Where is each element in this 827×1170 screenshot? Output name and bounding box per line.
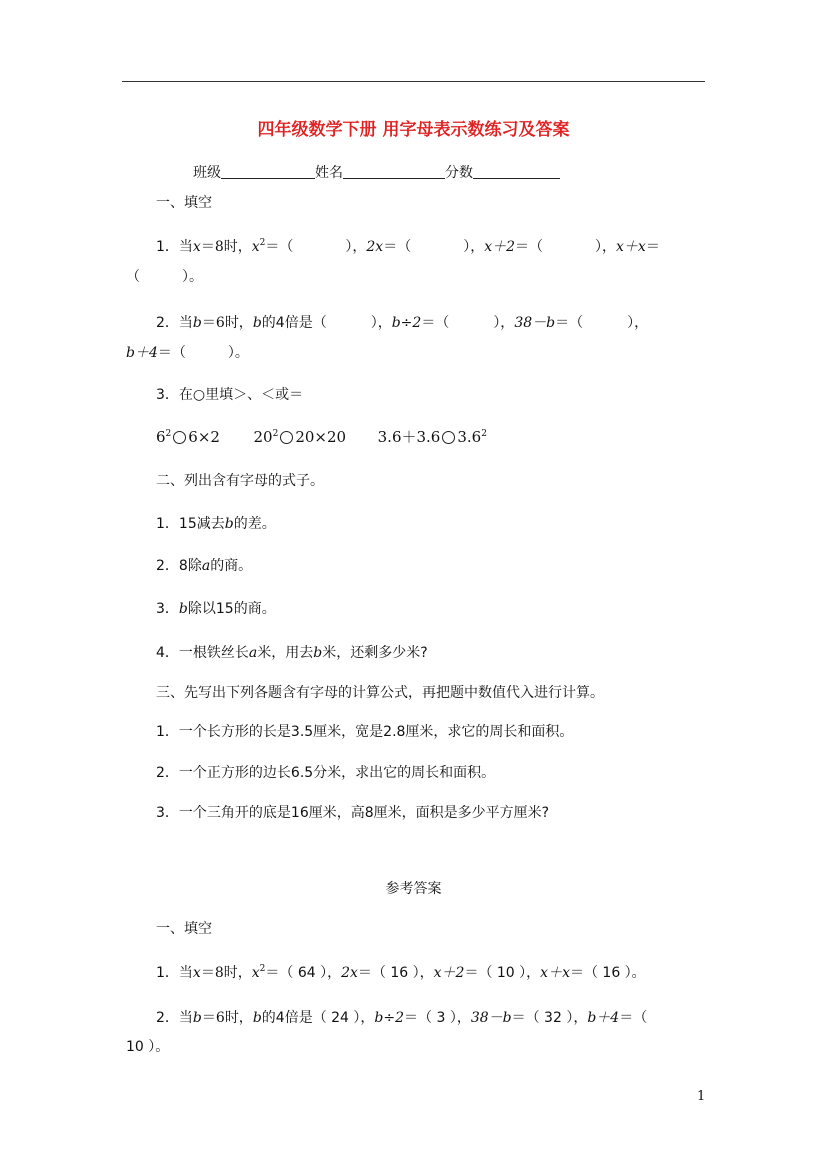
name-blank[interactable]: [343, 164, 445, 179]
header-rule: [122, 81, 705, 82]
answer1-line: 1．当x＝8时，$x^2=$（ 64 ），2x＝（ 16 ），x＋2＝（ 10 ），x＋x＝（ 16 ）。: [156, 964, 646, 981]
page-title: 四年级数学下册 用字母表示数练习及答案: [257, 120, 570, 140]
section3-heading: 三、先写出下列各题含有字母的计算公式，再把题中数值代入进行计算。: [156, 685, 604, 701]
q3-instruction: 3．在○里填＞、＜或＝: [156, 387, 304, 403]
s3-q2: 2．一个正方形的边长6.5分米，求出它的周长和面积。: [156, 765, 496, 781]
section1-heading: 一、填空: [156, 195, 212, 211]
page-number: 1: [697, 1089, 706, 1104]
student-info-fields: [193, 162, 560, 182]
score-blank[interactable]: [473, 164, 560, 179]
q1-line2: （ ）。: [126, 269, 203, 285]
s2-q1: 1．15减去b的差。: [156, 516, 276, 532]
answer2-line: 2．当b＝6时，b的4倍是（ 24 ），b÷2＝（ 3 ），38－b＝（ 32 ），b＋4＝（: [156, 1010, 648, 1026]
score-label: 分数: [445, 165, 473, 181]
answers-heading: 参考答案: [385, 881, 442, 897]
compare-circle[interactable]: [442, 431, 455, 444]
q1-line: 1．当x＝8时，$x^2=$（ ），2x＝（ ），x＋2＝（ ），x＋x＝: [156, 238, 660, 255]
s2-q4: 4．一根铁丝长a米，用去b米，还剩多少米?: [156, 645, 428, 661]
class-label: 班级: [193, 165, 221, 181]
compare-circle[interactable]: [173, 431, 186, 444]
q3-comparisons: $6^2$ 6×2 $20^2$ 20×20 3.6＋3.6 $3.6^2$: [156, 428, 487, 446]
s2-q2: 2．8除a的商。: [156, 558, 253, 574]
q2-line: 2．当b＝6时，b的4倍是（ ），b÷2＝（ ），38－b＝（ ），: [156, 315, 649, 331]
s3-q1: 1．一个长方形的长是3.5厘米，宽是2.8厘米，求它的周长和面积。: [156, 724, 574, 740]
q2-line2: b＋4＝（ ）。: [126, 345, 249, 361]
s3-q3: 3．一个三角开的底是16厘米，高8厘米，面积是多少平方厘米?: [156, 805, 550, 821]
section2-heading: 二、列出含有字母的式子。: [156, 473, 324, 489]
answer2-line2: 10 ）。: [126, 1039, 170, 1055]
answers-section1-heading: 一、填空: [156, 921, 212, 937]
s2-q3: 3．b除以15的商。: [156, 601, 276, 617]
class-blank[interactable]: [221, 164, 315, 179]
name-label: 姓名: [315, 165, 343, 181]
compare-circle[interactable]: [280, 431, 293, 444]
